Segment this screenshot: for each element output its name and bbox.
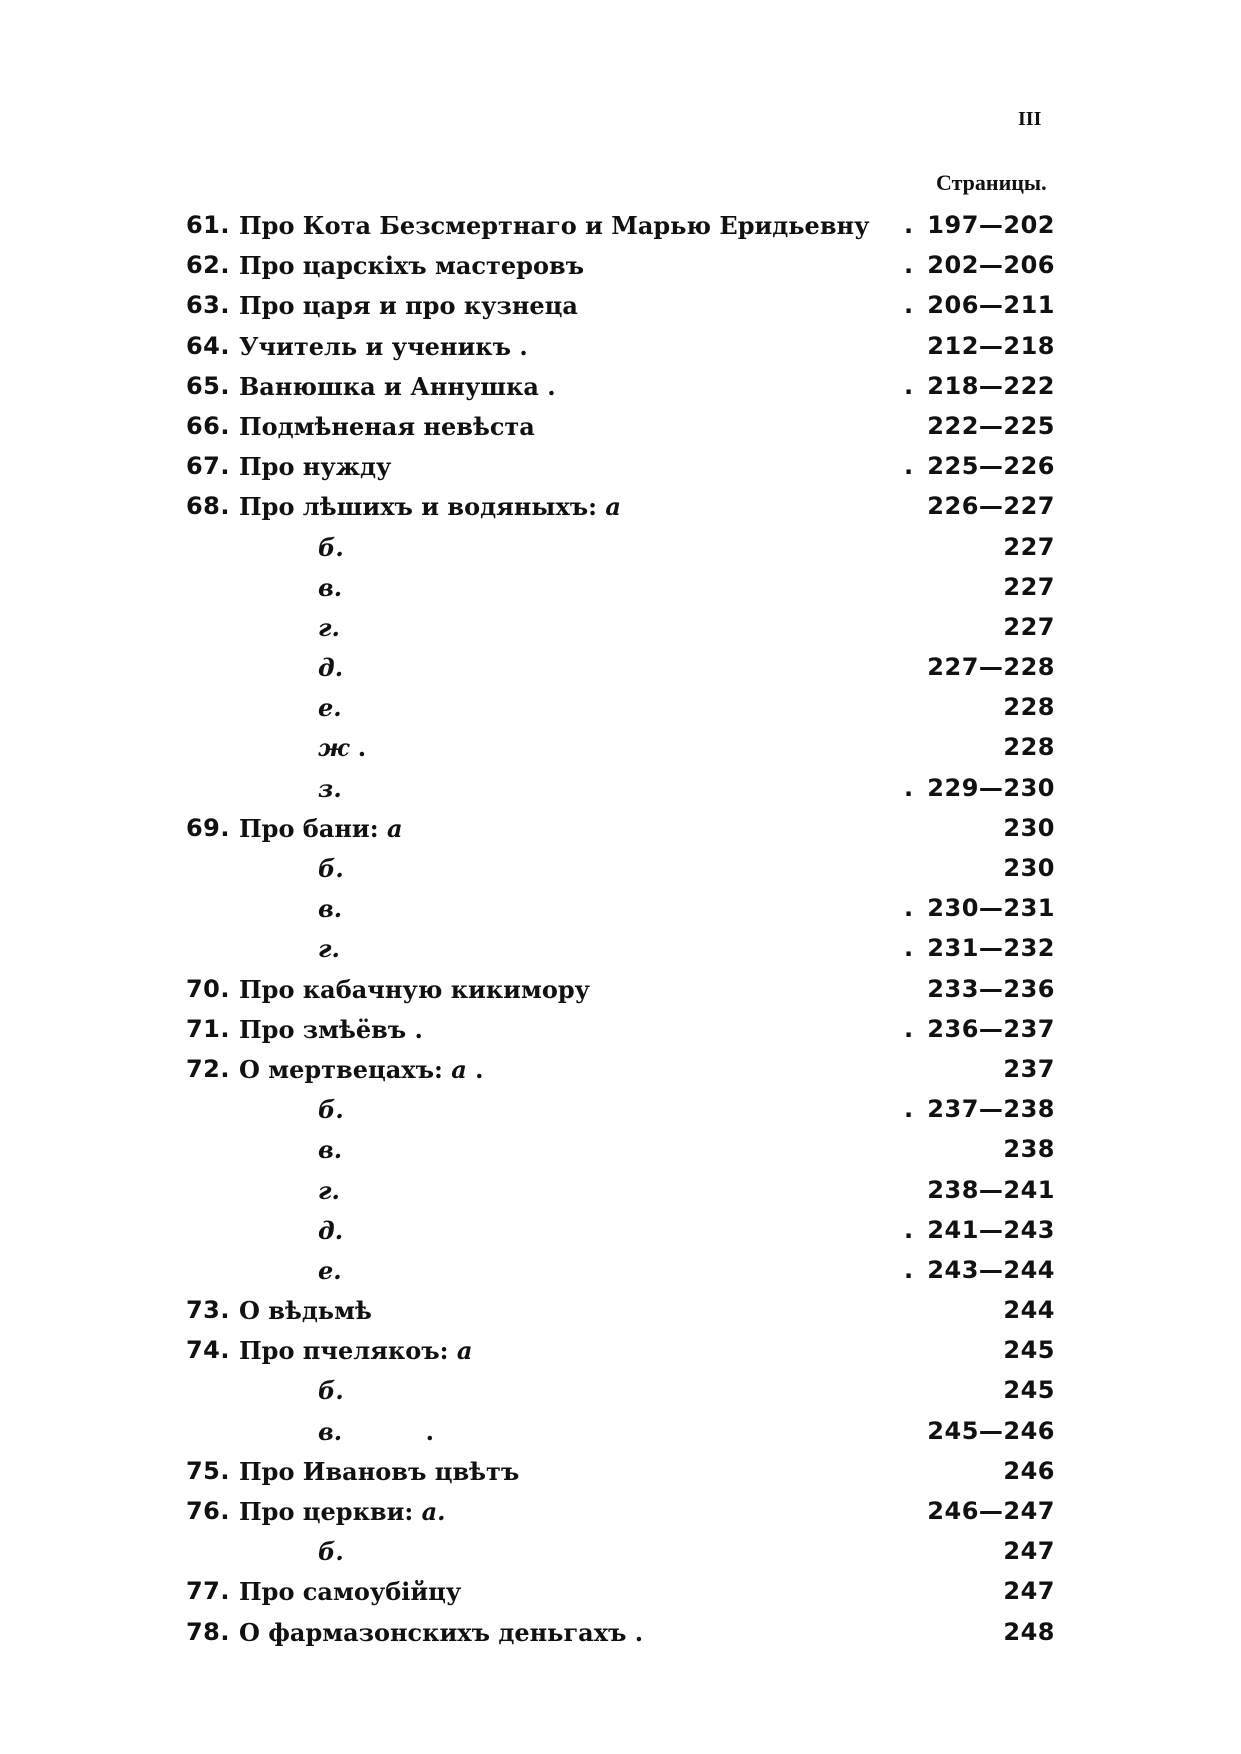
toc-row (0, 1531, 1241, 1571)
page-range: 202—206 (927, 251, 1055, 280)
page-range: 247 (1003, 1577, 1055, 1606)
page-range: 231—232 (927, 934, 1055, 963)
toc-row (0, 848, 1241, 888)
sub-entry-letter: д. (318, 1215, 344, 1245)
toc-row (0, 1250, 1241, 1290)
sub-entry-letter: е. (318, 1255, 342, 1285)
entry-number: 77. (185, 1577, 230, 1606)
toc-row (0, 406, 1241, 446)
entry-title (239, 211, 869, 240)
toc-row (0, 1210, 1241, 1250)
entry-subletter: а (456, 1336, 473, 1366)
toc-row (0, 1290, 1241, 1330)
sub-entry-letter: б. (318, 854, 344, 883)
entry-title-text: Про царя и про кузнеца (239, 291, 578, 321)
toc-row (0, 205, 1241, 245)
sub-entry (318, 533, 344, 562)
page-range: 230—231 (927, 894, 1055, 923)
entry-title (239, 372, 556, 401)
entry-title (239, 492, 621, 521)
toc-row (0, 1612, 1241, 1652)
sub-entry-letter: в. (318, 1135, 343, 1165)
sub-entry (318, 1537, 344, 1566)
page-range: 229—230 (927, 773, 1055, 802)
entry-title-text: Про кабачную кикимору (239, 974, 590, 1004)
entry-number: 64. (185, 331, 230, 360)
sub-entry (318, 934, 340, 963)
toc-row (0, 1491, 1241, 1531)
page-range: 245 (1003, 1376, 1055, 1405)
entry-title-text: Про пчелякоъ: (239, 1336, 449, 1366)
entry-number: 68. (185, 492, 230, 521)
sub-entry (318, 1095, 344, 1124)
sub-entry (318, 1417, 434, 1446)
leader-dot: . (904, 291, 914, 320)
entry-number: 65. (185, 371, 230, 400)
toc-row (0, 808, 1241, 848)
entry-number: 71. (185, 1014, 230, 1043)
entry-title-text: Учитель и ученикъ . (239, 331, 528, 361)
page-range: 238—241 (927, 1175, 1055, 1204)
entry-title-text: Про царскіхъ мастеровъ (239, 251, 585, 281)
page-range: 248 (1003, 1617, 1055, 1646)
page-range: 228 (1003, 733, 1055, 762)
page-range: 241—243 (927, 1215, 1055, 1244)
entry-title-text: Про Кота Безсмертнаго и Марью Еридьевну (239, 211, 870, 240)
toc-row (0, 928, 1241, 968)
sub-entry (318, 1176, 340, 1205)
sub-entry-letter: д. (318, 653, 344, 683)
leader-dot: . (904, 251, 914, 280)
sub-entry-letter: г. (318, 934, 340, 964)
toc-row (0, 1170, 1241, 1210)
entry-number: 67. (185, 452, 230, 481)
entry-title (239, 332, 528, 361)
toc-row (0, 969, 1241, 1009)
sub-entry-letter: е. (318, 693, 342, 723)
toc-row (0, 1571, 1241, 1611)
entry-number: 69. (185, 813, 230, 842)
page-range: 228 (1003, 693, 1055, 722)
entry-number: 72. (185, 1054, 230, 1083)
sub-entry (318, 573, 342, 602)
sub-entry (318, 1135, 342, 1164)
sub-entry-letter: г. (318, 612, 340, 642)
page-range: 197—202 (927, 211, 1055, 239)
entry-title-text: Про лѣшихъ и водяныхъ: (239, 492, 598, 522)
page-range: 218—222 (927, 371, 1055, 400)
page-range: 227 (1003, 532, 1055, 561)
entry-number: 76. (185, 1497, 230, 1525)
page-range: 236—237 (927, 1014, 1055, 1043)
entry-title (239, 1336, 472, 1365)
entry-title (239, 1296, 372, 1325)
entry-subletter: а. (421, 1497, 446, 1526)
toc-row (0, 1370, 1241, 1410)
toc-row (0, 527, 1241, 567)
page-range: 245—246 (927, 1416, 1055, 1445)
leader-dot: . (904, 894, 914, 923)
leader-dot: . (904, 211, 914, 239)
toc-row (0, 768, 1241, 808)
sub-entry-letter: б. (318, 1095, 344, 1125)
toc-row (0, 727, 1241, 767)
toc-row (0, 607, 1241, 647)
entry-subletter: а (451, 1054, 467, 1084)
entry-number: 62. (185, 251, 230, 280)
sub-entry-letter: в. (318, 894, 343, 924)
page-range: 230 (1003, 854, 1055, 882)
leader-dot: . (904, 1215, 914, 1244)
page-range: 247 (1003, 1537, 1055, 1566)
page-range: 246—247 (927, 1497, 1055, 1525)
leader-dot: . (904, 934, 914, 963)
page-range: 226—227 (927, 492, 1055, 521)
entry-number: 66. (185, 411, 230, 440)
leader-dot: . (904, 1255, 914, 1284)
entry-number: 73. (185, 1296, 230, 1325)
page-range: 244 (1003, 1296, 1055, 1325)
entry-number: 61. (185, 211, 230, 239)
toc-row (0, 1129, 1241, 1169)
entry-title-text: Ванюшка и Аннушка . (239, 371, 556, 401)
entry-title (239, 452, 391, 481)
page-range: 206—211 (927, 291, 1055, 320)
page-range: 225—226 (927, 452, 1055, 481)
leader-dot: . (904, 371, 914, 400)
toc-row (0, 285, 1241, 325)
entry-title (239, 1577, 461, 1606)
entry-number: 70. (185, 974, 230, 1003)
page-range: 212—218 (927, 331, 1055, 360)
sub-entry-letter: б. (318, 1376, 344, 1406)
page-number: III (1018, 108, 1042, 130)
sub-entry-letter: в. (318, 1416, 343, 1446)
sub-entry (318, 1376, 344, 1405)
entry-title-text: Подмѣненая невѣста (239, 411, 535, 441)
toc-row (0, 888, 1241, 928)
page-range: 245 (1003, 1336, 1055, 1365)
sub-entry (318, 854, 344, 883)
pages-heading: Страницы. (936, 170, 1047, 195)
toc-row (0, 687, 1241, 727)
sub-entry-trail: . (349, 733, 367, 763)
page-range: 237 (1003, 1054, 1055, 1083)
table-of-contents (0, 205, 1241, 1652)
page-range: 243—244 (927, 1255, 1055, 1284)
entry-title (239, 1497, 446, 1526)
sub-entry-letter: г. (318, 1175, 340, 1205)
page-range: 227—228 (927, 653, 1055, 682)
toc-row (0, 245, 1241, 285)
leader-dot: . (904, 452, 914, 481)
toc-row (0, 647, 1241, 687)
page-range: 222—225 (927, 411, 1055, 440)
entry-title-text: Про церкви: (239, 1497, 414, 1526)
sub-entry-letter: в. (318, 572, 343, 602)
sub-entry-letter: з. (318, 773, 342, 803)
sub-entry-letter: б. (318, 532, 344, 562)
sub-entry (318, 733, 366, 762)
toc-row (0, 1451, 1241, 1491)
entry-number: 78. (185, 1617, 230, 1646)
entry-title (239, 1055, 483, 1084)
entry-title-text: Про Ивановъ цвѣтъ (239, 1456, 520, 1486)
entry-number: 74. (185, 1336, 230, 1365)
toc-row (0, 1330, 1241, 1370)
page-range: 227 (1003, 572, 1055, 601)
entry-title (239, 1457, 519, 1486)
sub-entry-trail: . (342, 1416, 435, 1446)
toc-row (0, 486, 1241, 526)
toc-row (0, 1411, 1241, 1451)
leader-dot: . (904, 1014, 914, 1043)
sub-entry (318, 774, 342, 803)
page-range: 233—236 (927, 974, 1055, 1003)
page-range: 237—238 (927, 1095, 1055, 1124)
entry-title (239, 412, 535, 441)
entry-title-text: Про нужду (239, 452, 392, 482)
entry-title (239, 814, 403, 843)
page-range: 227 (1003, 612, 1055, 641)
entry-title (239, 975, 590, 1004)
entry-subletter: а (605, 492, 621, 522)
leader-dot: . (904, 1095, 914, 1124)
sub-entry (318, 653, 343, 682)
page-range: 238 (1003, 1135, 1055, 1164)
toc-row (0, 366, 1241, 406)
page-range: 246 (1003, 1456, 1055, 1485)
toc-row (0, 1089, 1241, 1129)
entry-title-text: Про бани: (239, 813, 379, 843)
sub-entry-letter: ж (318, 733, 350, 763)
entry-number: 63. (185, 291, 230, 320)
sub-entry (318, 894, 342, 923)
page-range: 230 (1003, 813, 1055, 842)
entry-title-text: Про змѣёвъ . (239, 1014, 423, 1044)
entry-title (239, 1618, 643, 1647)
toc-row (0, 326, 1241, 366)
entry-number: 75. (185, 1456, 230, 1485)
entry-title-text: О мертвецахъ: (239, 1054, 443, 1084)
entry-trail: . (466, 1054, 484, 1084)
entry-title (239, 251, 584, 280)
toc-row (0, 567, 1241, 607)
entry-title-text: О вѣдьмѣ (239, 1296, 372, 1326)
entry-subletter: а (386, 813, 403, 843)
sub-entry (318, 1216, 343, 1245)
entry-title (239, 1015, 423, 1044)
leader-dot: . (904, 773, 914, 802)
entry-title-text: Про самоубійцу (239, 1577, 462, 1607)
entry-title-text: О фармазонскихъ деньгахъ . (239, 1617, 644, 1647)
sub-entry (318, 1256, 342, 1285)
toc-row (0, 1049, 1241, 1089)
sub-entry-letter: б. (318, 1537, 344, 1567)
toc-row (0, 446, 1241, 486)
toc-row (0, 1009, 1241, 1049)
sub-entry (318, 613, 340, 642)
sub-entry (318, 693, 342, 722)
entry-title (239, 291, 578, 320)
